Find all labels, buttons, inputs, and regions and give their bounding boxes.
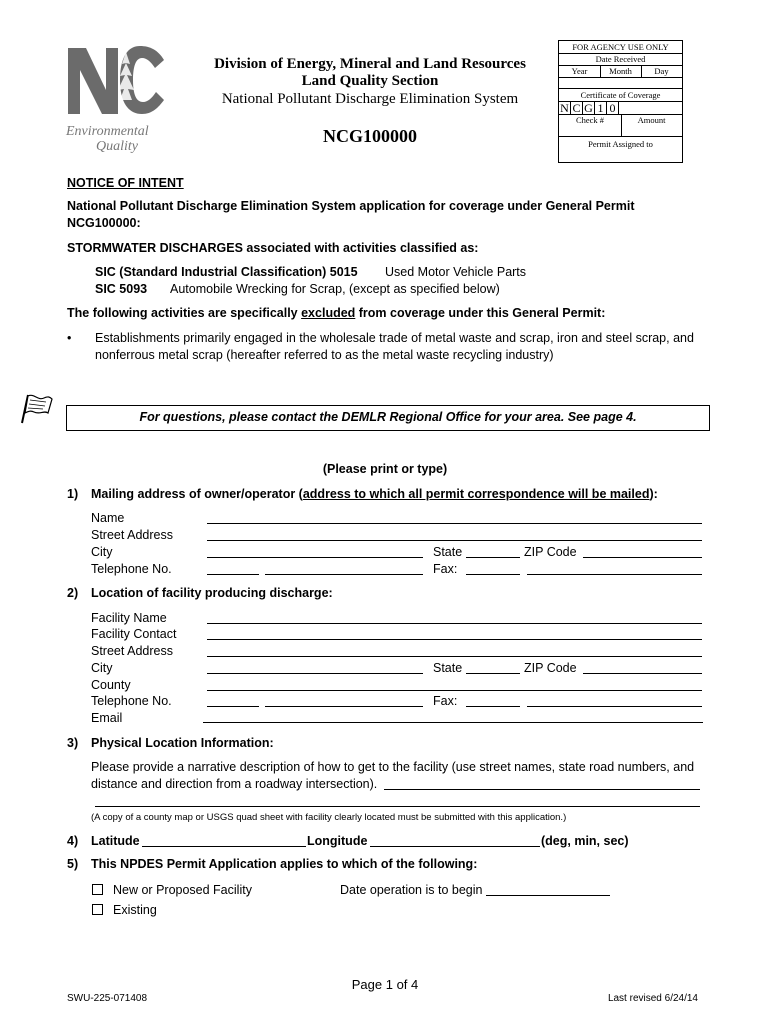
cert-cell-1: N	[559, 102, 571, 114]
q1-title-pre: Mailing address of owner/operator (	[91, 487, 303, 501]
q2-title: Location of facility producing discharge:	[91, 586, 333, 600]
q2-city-field[interactable]	[207, 673, 423, 674]
q1-name-field[interactable]	[207, 523, 702, 524]
q1-street-label: Street Address	[91, 528, 173, 542]
certificate-label: Certificate of Coverage	[580, 90, 661, 100]
q4-latitude-label: Latitude	[91, 834, 140, 848]
q2-email-label: Email	[91, 711, 123, 725]
excluded-heading	[67, 306, 605, 320]
q3-directions-field-2[interactable]	[95, 806, 700, 807]
q5-existing-option[interactable]	[92, 903, 157, 917]
q5-number: 5)	[67, 857, 79, 871]
q1-city-label: City	[91, 545, 113, 559]
q1-name-label: Name	[91, 511, 125, 525]
amount-label: Amount	[637, 115, 666, 125]
bullet-mark: •	[67, 331, 72, 345]
q3-desc-line-2: distance and direction from a roadway intersection).	[91, 777, 378, 791]
q4-longitude-field[interactable]	[370, 846, 540, 847]
q4-units: (deg, min, sec)	[541, 834, 629, 848]
q1-fax-field[interactable]	[527, 574, 702, 575]
q2-county-field[interactable]	[207, 690, 702, 691]
nc-deq-logo	[66, 44, 176, 154]
bullet-line-2: nonferrous metal scrap (hereafter referred to as the metal waste recycling industry)	[95, 348, 554, 362]
division-title: Division of Energy, Mineral and Land Resources	[214, 56, 526, 72]
q2-phone-label: Telephone No.	[91, 694, 172, 708]
sic1-code: SIC (Standard Industrial Classification) 5015	[95, 265, 358, 279]
date-received-label: Date Received	[595, 54, 646, 64]
q2-number: 2)	[67, 586, 79, 600]
application-line-1: National Pollutant Discharge Elimination System application for coverage under General Permit	[67, 199, 635, 213]
q1-title-post: ):	[649, 487, 658, 501]
q2-fax-area-field[interactable]	[466, 706, 520, 707]
q2-city-label: City	[91, 661, 113, 675]
excluded-post: from coverage under this General Permit:	[355, 306, 606, 320]
q5-date-field[interactable]	[486, 895, 610, 896]
day-label: Day	[654, 66, 669, 76]
application-line-2: NCG100000:	[67, 216, 141, 230]
flag-icon	[18, 393, 54, 425]
q2-zip-field[interactable]	[583, 673, 702, 674]
print-note: (Please print or type)	[322, 462, 448, 476]
section-title: Land Quality Section	[301, 73, 439, 89]
new-facility-label: New or Proposed Facility	[113, 883, 252, 897]
q1-state-label: State	[433, 545, 463, 559]
q1-title	[91, 487, 658, 501]
form-id: SWU-225-071408	[67, 993, 148, 1004]
q1-city-field[interactable]	[207, 557, 423, 558]
q2-facility-contact-field[interactable]	[207, 639, 702, 640]
q2-fax-field[interactable]	[527, 706, 702, 707]
stormwater-heading: STORMWATER DISCHARGES associated with activities classified as:	[67, 241, 479, 255]
agency-title: FOR AGENCY USE ONLY	[572, 42, 669, 52]
q2-state-label: State	[433, 661, 463, 675]
q3-title: Physical Location Information:	[91, 736, 274, 750]
q2-county-label: County	[91, 678, 131, 692]
cert-cell-3: G	[583, 102, 595, 114]
q2-phone-field[interactable]	[265, 706, 423, 707]
permit-assigned-label: Permit Assigned to	[588, 139, 653, 149]
page-number: Page 1 of 4	[351, 977, 419, 992]
q1-phone-field[interactable]	[265, 574, 423, 575]
q2-street-field[interactable]	[207, 656, 702, 657]
contact-banner-text: For questions, please contact the DEMLR Regional Office for your area. See page 4.	[139, 410, 637, 424]
q3-map-note: (A copy of a county map or USGS quad sheet with facility clearly located must be submitted with this application.)	[91, 812, 567, 823]
q4-latitude-field[interactable]	[142, 846, 306, 847]
q2-fax-label: Fax:	[433, 694, 458, 708]
q2-street-label: Street Address	[91, 644, 173, 658]
q1-phone-area-field[interactable]	[207, 574, 259, 575]
q2-email-field[interactable]	[203, 722, 703, 723]
sic1-desc: Used Motor Vehicle Parts	[385, 265, 527, 279]
cert-cell-2: C	[571, 102, 583, 114]
new-facility-checkbox[interactable]	[92, 884, 103, 895]
q5-title: This NPDES Permit Application applies to which of the following:	[91, 857, 478, 871]
permit-number: NCG100000	[323, 126, 417, 146]
q1-street-field[interactable]	[207, 540, 702, 541]
check-label: Check #	[575, 115, 605, 125]
existing-checkbox[interactable]	[92, 904, 103, 915]
q1-fax-label: Fax:	[433, 562, 458, 576]
agency-use-box	[558, 40, 683, 163]
existing-label: Existing	[113, 903, 157, 917]
last-revised: Last revised 6/24/14	[607, 993, 698, 1004]
q5-new-facility-option[interactable]	[92, 883, 252, 897]
nc-logo-icon	[66, 44, 166, 116]
q5-date-label: Date operation is to begin	[340, 883, 483, 897]
q3-desc-line-1: Please provide a narrative description of how to get to the facility (use street names, state road numbers, and	[91, 760, 695, 774]
q1-phone-label: Telephone No.	[91, 562, 172, 576]
excluded-pre: The following activities are specifically	[67, 306, 302, 320]
q3-number: 3)	[67, 736, 79, 750]
q4-longitude-label: Longitude	[307, 834, 368, 848]
q4-number: 4)	[67, 834, 79, 848]
logo-line-2: Quality	[96, 139, 138, 154]
q1-state-field[interactable]	[466, 557, 520, 558]
q3-directions-field-1[interactable]	[384, 789, 700, 790]
notice-of-intent: NOTICE OF INTENT	[67, 176, 184, 190]
q1-title-underlined: address to which all permit correspondence will be mailed	[302, 487, 650, 501]
q1-zip-label: ZIP Code	[524, 545, 577, 559]
sic2-code: SIC 5093	[95, 282, 148, 296]
q2-phone-area-field[interactable]	[207, 706, 259, 707]
q2-facility-name-field[interactable]	[207, 623, 702, 624]
bullet-line-1: Establishments primarily engaged in the wholesale trade of metal waste and scrap, iron and steel scrap, and	[95, 331, 694, 345]
q2-facility-name-label: Facility Name	[91, 611, 167, 625]
q2-zip-label: ZIP Code	[524, 661, 577, 675]
logo-line-1: Environmental	[66, 124, 149, 139]
q1-zip-field[interactable]	[583, 557, 702, 558]
month-label: Month	[609, 66, 632, 76]
system-title: National Pollutant Discharge Elimination System	[221, 91, 519, 107]
q1-number: 1)	[67, 487, 79, 501]
excluded-word: excluded	[301, 306, 356, 320]
q2-facility-contact-label: Facility Contact	[91, 627, 177, 641]
cert-cell-5: 0	[607, 102, 619, 114]
q2-state-field[interactable]	[466, 673, 520, 674]
q1-fax-area-field[interactable]	[466, 574, 520, 575]
sic2-desc: Automobile Wrecking for Scrap, (except as specified below)	[170, 282, 500, 296]
cert-cell-4: 1	[595, 102, 607, 114]
year-label: Year	[571, 66, 588, 76]
